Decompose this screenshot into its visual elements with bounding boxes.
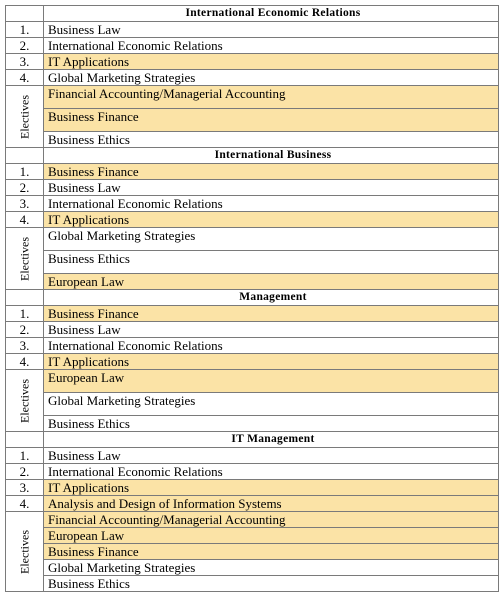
- electives-label-cell: [6, 86, 44, 148]
- course-row: [6, 338, 499, 354]
- course-name: Business Law: [44, 180, 499, 196]
- elective-row: [6, 512, 499, 528]
- course-name: Business Law: [44, 322, 499, 338]
- course-name: IT Applications: [44, 212, 499, 228]
- elective-row: [6, 274, 499, 290]
- course-row: [6, 38, 499, 54]
- elective-course-name: Business Ethics: [44, 251, 499, 274]
- course-number: 3.: [6, 196, 44, 212]
- course-number: 3.: [6, 54, 44, 70]
- course-row: [6, 496, 499, 512]
- elective-row: [6, 528, 499, 544]
- section-title: International Business: [44, 148, 499, 164]
- electives-label-cell: [6, 512, 44, 592]
- course-name: International Economic Relations: [44, 338, 499, 354]
- course-number: 2.: [6, 38, 44, 54]
- section-header-spacer: [6, 290, 44, 306]
- elective-row: [6, 132, 499, 148]
- elective-course-name: Global Marketing Strategies: [44, 393, 499, 416]
- elective-course-name: Business Finance: [44, 109, 499, 132]
- course-row: [6, 464, 499, 480]
- course-name: International Economic Relations: [44, 464, 499, 480]
- electives-label-cell: [6, 228, 44, 290]
- section-header-row: [6, 6, 499, 22]
- course-number: 1.: [6, 448, 44, 464]
- section-header-row: [6, 290, 499, 306]
- course-table-body: [6, 6, 499, 592]
- course-number: 3.: [6, 480, 44, 496]
- course-name: Business Law: [44, 22, 499, 38]
- electives-label: Electives: [17, 94, 31, 139]
- elective-row: [6, 393, 499, 416]
- section-header-spacer: [6, 6, 44, 22]
- electives-label-cell: [6, 370, 44, 432]
- elective-course-name: Global Marketing Strategies: [44, 228, 499, 251]
- course-number: 2.: [6, 464, 44, 480]
- elective-row: [6, 109, 499, 132]
- course-number: 2.: [6, 322, 44, 338]
- section-header-row: [6, 148, 499, 164]
- elective-row: [6, 370, 499, 393]
- course-number: 4.: [6, 354, 44, 370]
- elective-course-name: European Law: [44, 274, 499, 290]
- elective-course-name: Financial Accounting/Managerial Accounting: [44, 512, 499, 528]
- course-number: 4.: [6, 496, 44, 512]
- course-name: International Economic Relations: [44, 38, 499, 54]
- elective-row: [6, 86, 499, 109]
- course-row: [6, 164, 499, 180]
- course-row: [6, 448, 499, 464]
- course-table: [5, 5, 499, 592]
- course-name: Business Finance: [44, 164, 499, 180]
- elective-course-name: Global Marketing Strategies: [44, 560, 499, 576]
- course-row: [6, 22, 499, 38]
- elective-row: [6, 228, 499, 251]
- course-number: 1.: [6, 22, 44, 38]
- course-number: 4.: [6, 212, 44, 228]
- course-row: [6, 354, 499, 370]
- section-header-spacer: [6, 148, 44, 164]
- elective-row: [6, 416, 499, 432]
- electives-label: Electives: [17, 236, 31, 281]
- course-row: [6, 70, 499, 86]
- elective-course-name: Business Ethics: [44, 576, 499, 592]
- course-name: IT Applications: [44, 480, 499, 496]
- course-number: 3.: [6, 338, 44, 354]
- elective-row: [6, 576, 499, 592]
- elective-course-name: European Law: [44, 370, 499, 393]
- course-name: Business Law: [44, 448, 499, 464]
- course-number: 1.: [6, 164, 44, 180]
- course-number: 2.: [6, 180, 44, 196]
- section-header-row: [6, 432, 499, 448]
- course-name: Business Finance: [44, 306, 499, 322]
- elective-row: [6, 251, 499, 274]
- section-header-spacer: [6, 432, 44, 448]
- course-name: International Economic Relations: [44, 196, 499, 212]
- course-row: [6, 212, 499, 228]
- course-name: IT Applications: [44, 54, 499, 70]
- course-row: [6, 54, 499, 70]
- course-name: Global Marketing Strategies: [44, 70, 499, 86]
- electives-label: Electives: [17, 529, 31, 574]
- section-title: International Economic Relations: [44, 6, 499, 22]
- elective-course-name: European Law: [44, 528, 499, 544]
- electives-label: Electives: [17, 378, 31, 423]
- elective-row: [6, 560, 499, 576]
- course-name: IT Applications: [44, 354, 499, 370]
- course-row: [6, 306, 499, 322]
- course-row: [6, 180, 499, 196]
- course-row: [6, 322, 499, 338]
- elective-course-name: Business Finance: [44, 544, 499, 560]
- course-name: Analysis and Design of Information Systems: [44, 496, 499, 512]
- course-row: [6, 196, 499, 212]
- section-title: Management: [44, 290, 499, 306]
- elective-course-name: Financial Accounting/Managerial Accounting: [44, 86, 499, 109]
- course-number: 1.: [6, 306, 44, 322]
- elective-row: [6, 544, 499, 560]
- elective-course-name: Business Ethics: [44, 132, 499, 148]
- section-title: IT Management: [44, 432, 499, 448]
- course-row: [6, 480, 499, 496]
- course-number: 4.: [6, 70, 44, 86]
- elective-course-name: Business Ethics: [44, 416, 499, 432]
